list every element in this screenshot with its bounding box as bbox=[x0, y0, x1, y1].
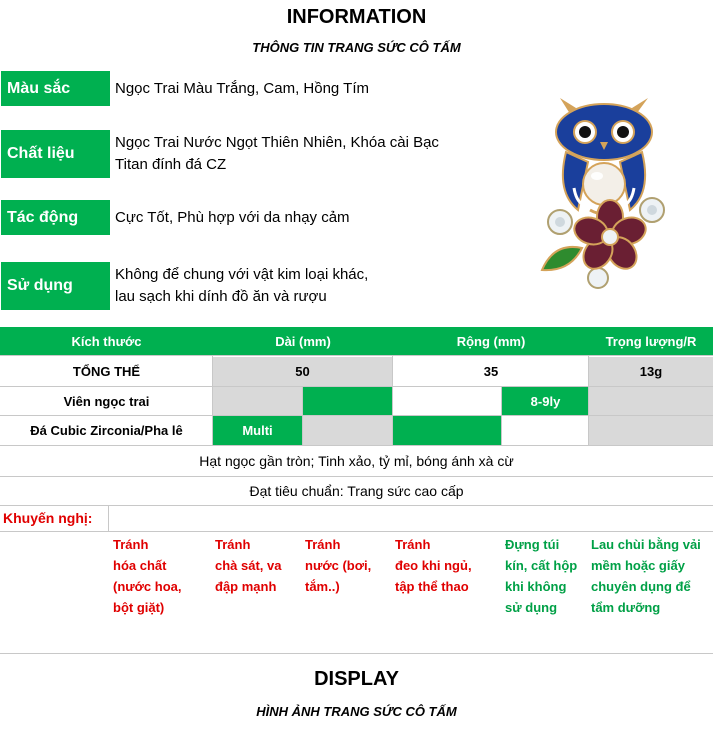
header-width: Rộng (mm) bbox=[393, 327, 589, 355]
recommendation-item: Lau chùi bằng vải mềm hoặc giấy chuyên dụng để tẩm dưỡng bbox=[591, 537, 701, 615]
pearl-cell bbox=[393, 387, 501, 415]
pearl-size: 8-9ly bbox=[502, 387, 589, 415]
page-subtitle: THÔNG TIN TRANG SỨC CÔ TẤM bbox=[252, 40, 461, 55]
owl-brooch-icon bbox=[530, 92, 680, 297]
attr-value-line: Không để chung với vật kim loại khác, bbox=[115, 266, 369, 283]
note-pearl-quality: Hạt ngọc gần tròn; Tinh xảo, tỷ mỉ, bóng ánh xà cừ bbox=[199, 453, 514, 469]
total-length: 50 bbox=[213, 357, 392, 386]
crystal-stone bbox=[588, 268, 608, 288]
stone-value: Multi bbox=[213, 416, 302, 445]
attr-value-usage bbox=[115, 262, 515, 310]
display-title: DISPLAY bbox=[314, 668, 399, 690]
stone-cell bbox=[589, 416, 713, 445]
attr-value-material bbox=[115, 130, 515, 178]
recommendation-item: Đựng túi kín, cất hộp khi không sử dụng bbox=[505, 537, 578, 615]
product-image bbox=[530, 92, 680, 297]
stone-row-label: Đá Cubic Zirconia/Pha lê bbox=[30, 423, 183, 438]
pearl-cell bbox=[589, 387, 713, 415]
total-weight: 13g bbox=[589, 357, 713, 386]
attr-label-usage: Sử dụng bbox=[1, 262, 110, 310]
pearl bbox=[583, 163, 625, 205]
attr-value-effect bbox=[115, 200, 515, 235]
attr-value-line: Titan đính đá CZ bbox=[115, 156, 227, 173]
attr-value-line: Ngọc Trai Màu Trắng, Cam, Hồng Tím bbox=[115, 79, 369, 97]
owl-pupil bbox=[579, 126, 591, 138]
pearl-cell bbox=[213, 387, 302, 415]
owl-head bbox=[556, 104, 652, 160]
pearl-row-label: Viên ngọc trai bbox=[63, 393, 150, 409]
recommendation-item: Tránh hóa chất (nước hoa, bột giặt) bbox=[113, 537, 182, 615]
flower bbox=[571, 200, 649, 274]
attr-label-material: Chất liệu bbox=[1, 130, 110, 178]
total-width: 35 bbox=[483, 363, 499, 379]
attr-label-effect: Tác động bbox=[1, 200, 110, 235]
attr-label-color: Màu sắc bbox=[1, 71, 110, 106]
attr-value-line: Ngọc Trai Nước Ngọt Thiên Nhiên, Khóa cài Bạc bbox=[115, 134, 439, 151]
recommendation-item: Tránh đeo khi ngủ, tập thể thao bbox=[395, 537, 472, 594]
attr-value-line: Cực Tốt, Phù hợp với da nhạy cảm bbox=[115, 208, 350, 226]
note-standard: Đạt tiêu chuẩn: Trang sức cao cấp bbox=[249, 483, 464, 499]
header-length: Dài (mm) bbox=[213, 327, 393, 355]
display-subtitle: HÌNH ẢNH TRANG SỨC CÔ TẤM bbox=[256, 704, 457, 719]
recommendation-label: Khuyến nghị: bbox=[3, 510, 93, 526]
owl-pupil bbox=[617, 126, 629, 138]
page-title: INFORMATION bbox=[286, 6, 427, 28]
stone-cell bbox=[502, 416, 589, 445]
leaf bbox=[542, 247, 582, 270]
header-weight: Trọng lượng/R bbox=[589, 327, 713, 355]
stone-cell bbox=[393, 416, 501, 445]
total-row-label: TỔNG THỂ bbox=[72, 363, 141, 379]
pearl-cell bbox=[303, 387, 392, 415]
recommendation-item: Tránh chà sát, va đập mạnh bbox=[215, 537, 282, 594]
header-size: Kích thước bbox=[0, 327, 213, 355]
attr-value-color bbox=[115, 71, 515, 106]
attr-value-line: lau sạch khi dính đồ ăn và rượu bbox=[115, 288, 327, 305]
recommendation-item: Tránh nước (bơi, tắm..) bbox=[305, 537, 372, 594]
stone-cell bbox=[303, 416, 392, 445]
